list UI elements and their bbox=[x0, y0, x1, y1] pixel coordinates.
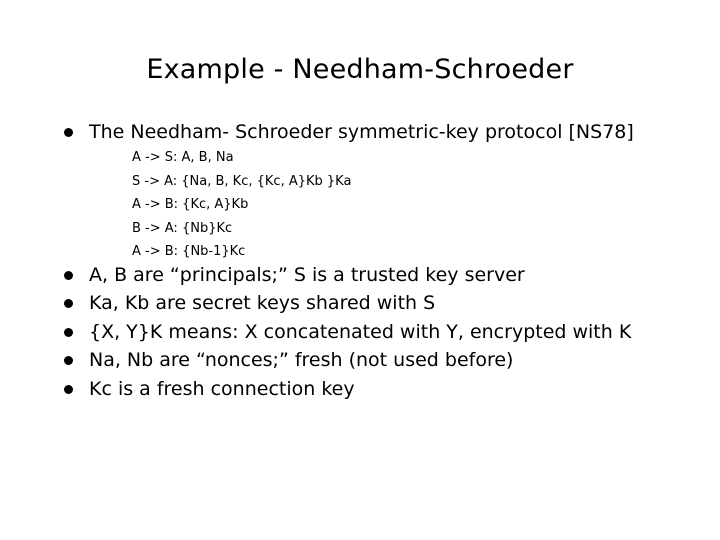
protocol-step: B -> A: {Nb}Kc bbox=[132, 220, 233, 236]
bullet-text: Ka, Kb are secret keys shared with S bbox=[89, 292, 436, 314]
intro-bullet bbox=[64, 118, 634, 146]
bullet-dot-icon bbox=[64, 356, 73, 365]
bullet-dot-icon bbox=[64, 271, 73, 280]
intro-bullet-text: The Needham- Schroeder symmetric-key protocol [NS78] bbox=[89, 121, 634, 143]
bullet-item bbox=[64, 289, 435, 317]
protocol-steps bbox=[132, 146, 351, 264]
protocol-step: A -> S: A, B, Na bbox=[132, 150, 234, 165]
protocol-step: A -> B: {Kc, A}Kb bbox=[132, 197, 249, 212]
bullet-item bbox=[64, 375, 355, 403]
bullet-text: {X, Y}K means: X concatenated with Y, encrypted with K bbox=[89, 321, 632, 343]
bullet-text: Na, Nb are “nonces;” fresh (not used before) bbox=[89, 349, 514, 371]
protocol-step: S -> A: {Na, B, Kc, {Kc, A}Kb }Ka bbox=[132, 173, 352, 189]
bullet-item bbox=[64, 318, 631, 346]
bullet-text: Kc is a fresh connection key bbox=[89, 378, 355, 400]
bullet-dot-icon bbox=[64, 385, 73, 394]
bullet-text: A, B are “principals;” S is a trusted key server bbox=[89, 264, 525, 286]
bullet-item bbox=[64, 261, 525, 289]
bullet-item bbox=[64, 346, 513, 374]
bullet-dot-icon bbox=[64, 128, 73, 137]
bullet-dot-icon bbox=[64, 299, 73, 308]
bullet-dot-icon bbox=[64, 328, 73, 337]
slide-title: Example - Needham-Schroeder bbox=[146, 54, 574, 85]
protocol-step: A -> B: {Nb-1}Kc bbox=[132, 244, 246, 259]
